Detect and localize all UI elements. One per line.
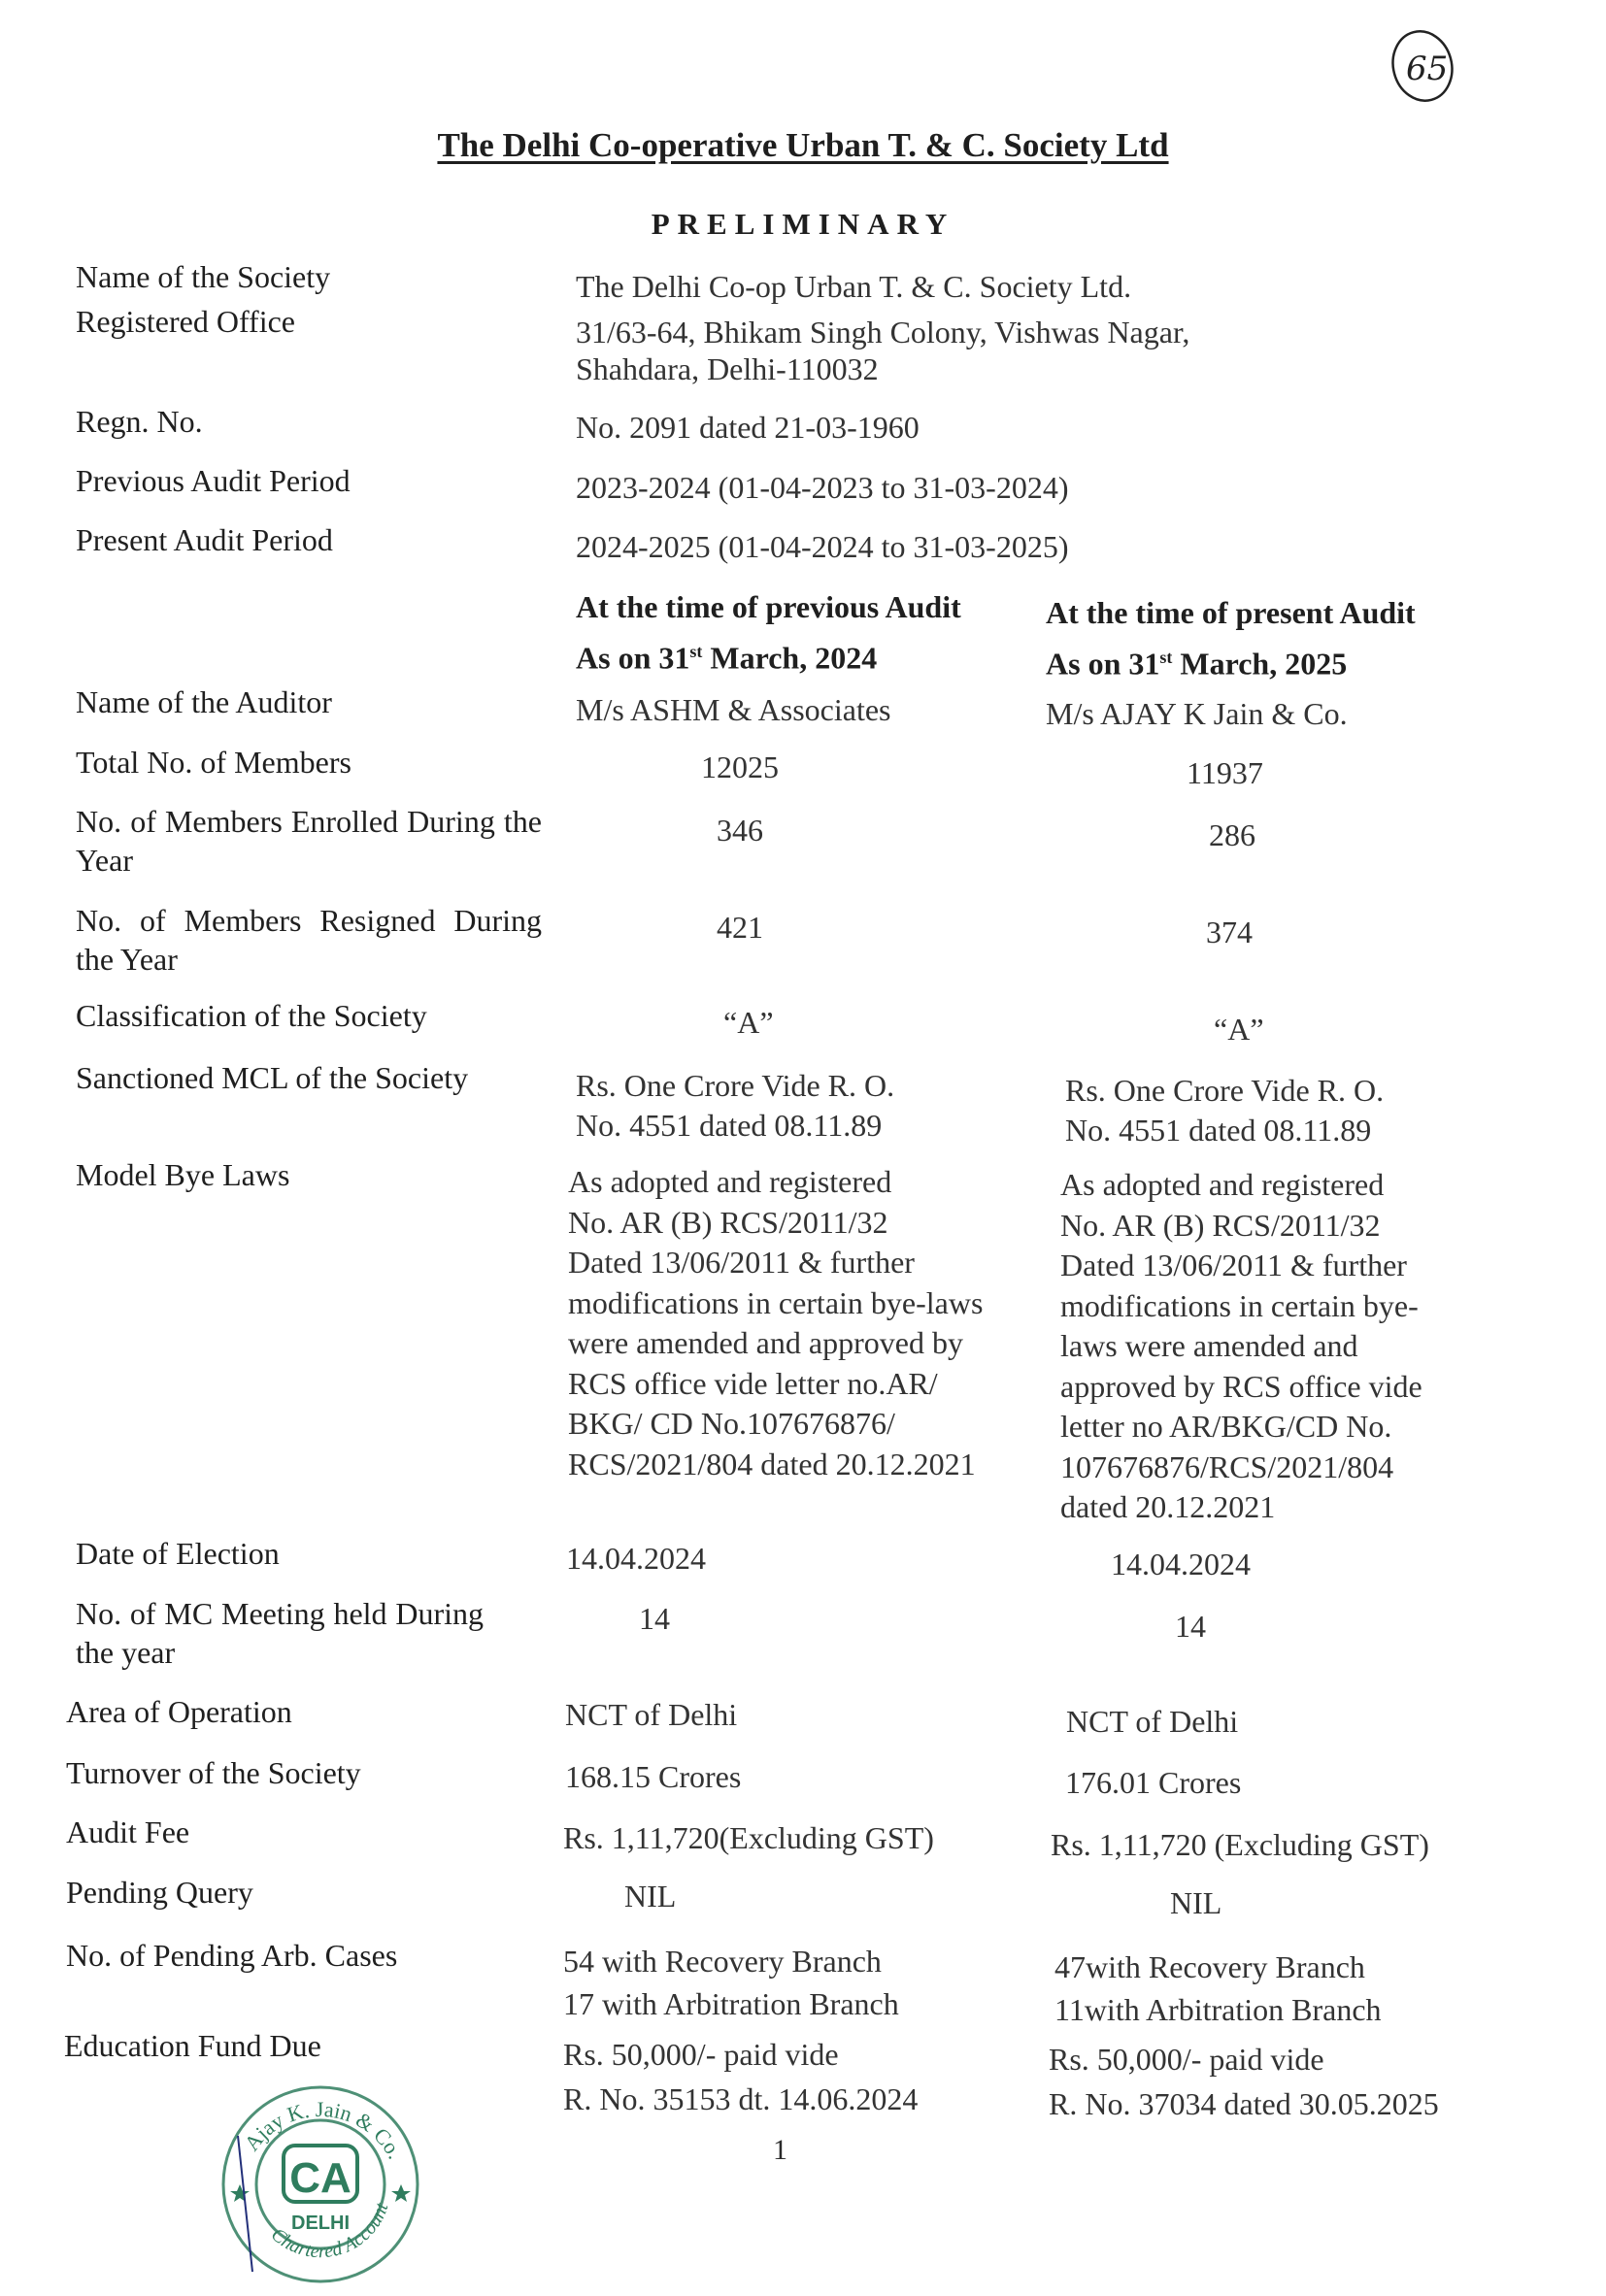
prev-pending-query: NIL xyxy=(624,1879,677,1913)
pres-pending-query: NIL xyxy=(1170,1885,1222,1920)
label-regn-no: Regn. No. xyxy=(76,404,203,439)
pres-education-fund: Rs. 50,000/- paid vide R. No. 37034 dated 30.05.2025 xyxy=(1049,2042,1439,2121)
label-members-enrolled: No. of Members Enrolled During the Year xyxy=(76,804,542,878)
pres-audit-fee: Rs. 1,11,720 (Excluding GST) xyxy=(1051,1827,1429,1862)
label-classification: Classification of the Society xyxy=(76,998,427,1033)
label-present-audit-period: Present Audit Period xyxy=(76,522,333,557)
pres-model-bye-laws: As adopted and registered No. AR (B) RCS/2011/32 Dated 13/06/2011 & further modifications in certain bye- laws were amended and approved by RCS office vide letter no AR/BKG/CD No. 107676876/RCS/2021/804 dated 20.12.2021 xyxy=(1060,1167,1422,1524)
pres-pending-arb-cases: 47with Recovery Branch 11with Arbitration Branch xyxy=(1054,1949,1382,2027)
handwritten-page-mark xyxy=(1379,19,1466,112)
prev-total-members: 12025 xyxy=(701,749,779,784)
prev-mc-meetings: 14 xyxy=(639,1601,670,1636)
label-turnover: Turnover of the Society xyxy=(66,1755,361,1790)
pres-sanctioned-mcl: Rs. One Crore Vide R. O. No. 4551 dated 08.11.89 xyxy=(1065,1073,1385,1148)
label-total-members: Total No. of Members xyxy=(76,745,351,780)
ca-seal-icon xyxy=(214,2078,427,2291)
label-pending-query: Pending Query xyxy=(66,1875,253,1910)
label-audit-fee: Audit Fee xyxy=(66,1814,190,1849)
document-title: The Delhi Co-operative Urban T. & C. Society Ltd xyxy=(437,126,1169,164)
svg-text:CA: CA xyxy=(289,2154,351,2202)
label-pending-arb-cases: No. of Pending Arb. Cases xyxy=(66,1938,398,1973)
section-heading: PRELIMINARY xyxy=(651,207,955,241)
prev-audit-fee: Rs. 1,11,720(Excluding GST) xyxy=(563,1820,934,1855)
prev-area-of-operation: NCT of Delhi xyxy=(565,1697,738,1732)
star-icon xyxy=(391,2184,411,2202)
header-previous-line2: As on 31st March, 2024 xyxy=(576,640,878,676)
value-society-name: The Delhi Co-op Urban T. & C. Society Ltd. xyxy=(576,269,1132,304)
pres-members-resigned: 374 xyxy=(1206,915,1253,949)
label-members-resigned: No. of Members Resigned During the Year xyxy=(76,903,542,977)
pres-date-of-election: 14.04.2024 xyxy=(1111,1547,1251,1581)
label-model-bye-laws: Model Bye Laws xyxy=(76,1157,290,1192)
svg-text:DELHI: DELHI xyxy=(291,2213,350,2234)
header-previous-line1: At the time of previous Audit xyxy=(576,589,961,624)
pres-total-members: 11937 xyxy=(1187,755,1263,790)
prev-model-bye-laws: As adopted and registered No. AR (B) RCS/2011/32 Dated 13/06/2011 & further modifications in certain bye-laws were amended and approved by RCS office vide letter no.AR/ BKG/ CD No.107676876/ RCS/2021/804 dated 20.12.2021 xyxy=(568,1164,984,1481)
value-regn-no: No. 2091 dated 21-03-1960 xyxy=(576,410,920,445)
pres-turnover: 176.01 Crores xyxy=(1065,1765,1242,1800)
star-icon xyxy=(230,2184,250,2202)
prev-turnover: 168.15 Crores xyxy=(565,1759,742,1794)
header-present-line2: As on 31st March, 2025 xyxy=(1046,646,1348,682)
svg-text:Ajay K. Jain & Co.: Ajay K. Jain & Co. xyxy=(239,2096,408,2163)
label-previous-audit-period: Previous Audit Period xyxy=(76,463,351,498)
label-auditor: Name of the Auditor xyxy=(76,684,332,719)
prev-pending-arb-cases: 54 with Recovery Branch 17 with Arbitration Branch xyxy=(563,1944,899,2021)
pres-area-of-operation: NCT of Delhi xyxy=(1066,1704,1239,1739)
label-sanctioned-mcl: Sanctioned MCL of the Society xyxy=(76,1060,469,1095)
svg-text:Chartered Accountants: Chartered Account xyxy=(266,2200,393,2263)
label-education-fund: Education Fund Due xyxy=(64,2028,321,2063)
column-header-present xyxy=(1046,590,1416,686)
page-number: 1 xyxy=(773,2134,787,2166)
value-office-line2: Shahdara, Delhi-110032 xyxy=(576,351,879,386)
circled-number-icon xyxy=(1379,19,1466,107)
column-header-previous xyxy=(576,584,961,681)
value-previous-audit-period: 2023-2024 (01-04-2023 to 31-03-2024) xyxy=(576,470,1069,505)
value-office-line1: 31/63-64, Bhikam Singh Colony, Vishwas Nagar, xyxy=(576,315,1190,349)
label-date-of-election: Date of Election xyxy=(76,1536,280,1571)
label-society-name: Name of the Society xyxy=(76,259,331,294)
pres-auditor: M/s AJAY K Jain & Co. xyxy=(1046,696,1348,731)
pres-mc-meetings: 14 xyxy=(1175,1609,1206,1644)
pres-classification: “A” xyxy=(1214,1012,1264,1047)
prev-auditor: M/s ASHM & Associates xyxy=(576,692,891,727)
svg-text:65: 65 xyxy=(1406,50,1449,88)
label-mc-meetings: No. of MC Meeting held During the year xyxy=(76,1596,484,1670)
value-present-audit-period: 2024-2025 (01-04-2024 to 31-03-2025) xyxy=(576,529,1069,564)
prev-members-enrolled: 346 xyxy=(717,813,763,848)
label-registered-office: Registered Office xyxy=(76,304,295,339)
prev-education-fund: Rs. 50,000/- paid vide R. No. 35153 dt. 14.06.2024 xyxy=(563,2037,919,2116)
prev-classification: “A” xyxy=(723,1005,774,1040)
prev-sanctioned-mcl: Rs. One Crore Vide R. O. No. 4551 dated 08.11.89 xyxy=(576,1068,895,1143)
pres-members-enrolled: 286 xyxy=(1209,817,1255,852)
ca-stamp xyxy=(214,2078,427,2296)
header-present-line1: At the time of present Audit xyxy=(1046,595,1416,630)
prev-date-of-election: 14.04.2024 xyxy=(566,1541,706,1576)
prev-members-resigned: 421 xyxy=(717,910,763,945)
label-area-of-operation: Area of Operation xyxy=(66,1694,292,1729)
